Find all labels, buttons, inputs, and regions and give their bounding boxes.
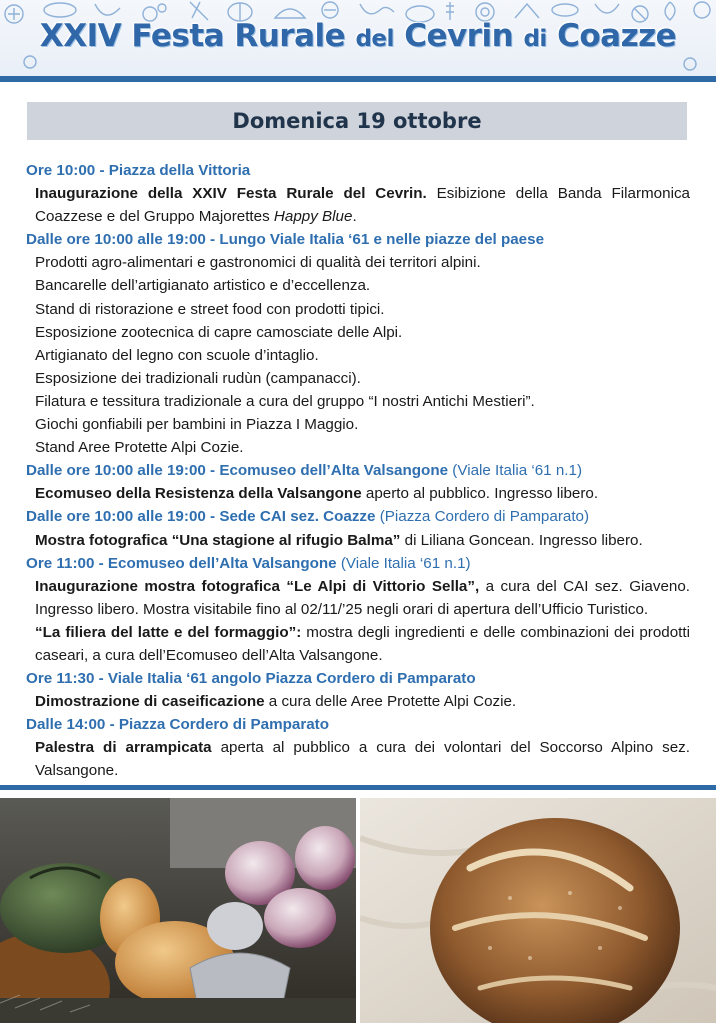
- schedule-entry: [26, 713, 690, 782]
- list-item: Stand Aree Protette Alpi Cozie.: [35, 439, 244, 457]
- festival-title: XXIV Festa Rurale del Cevrin di Coazze: [39, 18, 677, 54]
- entry-heading: Dalle ore 10:00 alle 19:00 - Ecomuseo dell’Alta Valsangone (Viale Italia ‘61 n.1): [26, 462, 583, 480]
- schedule-entry: [26, 552, 690, 667]
- entry-heading: Ore 11:30 - Viale Italia ‘61 angolo Piazza Cordero di Pamparato: [26, 670, 476, 688]
- entry-description: Inaugurazione mostra fotografica “Le Alpi di Vittorio Sella”, a cura del CAI sez. Giaveno. Ingresso libero. Mostra visitabile fino al 02/11/’25 negli orari di apertura dell’Ufficio Turistico.: [35, 577, 690, 618]
- entry-description: Inaugurazione della XXIV Festa Rurale del Cevrin. Esibizione della Banda Filarmonica Coazzese e del Gruppo Majorettes Happy Blue.: [35, 185, 690, 226]
- schedule-entry: [26, 667, 690, 713]
- schedule-entry: [26, 459, 690, 505]
- day-heading: Domenica 19 ottobre: [27, 102, 687, 140]
- schedule-entry: [26, 228, 690, 459]
- footer-divider-band: [0, 785, 716, 790]
- entry-heading: Ore 10:00 - Piazza della Vittoria: [26, 162, 251, 179]
- list-item: Esposizione zootecnica di capre camosciate delle Alpi.: [35, 323, 403, 341]
- entry-heading: Ore 11:00 - Ecomuseo dell’Alta Valsangone (Viale Italia ‘61 n.1): [26, 554, 471, 572]
- vegetables-photo: [0, 798, 356, 1023]
- entry-heading: Dalle 14:00 - Piazza Cordero di Pamparato: [26, 716, 330, 734]
- list-item: Stand di ristorazione e street food con prodotti tipici.: [35, 300, 385, 318]
- photo-strip: [0, 798, 716, 1023]
- entry-description: “La filiera del latte e del formaggio”: mostra degli ingredienti e delle combinazioni dei prodotti caseari, a cura dell’Ecomuseo dell’Alta Valsangone.: [35, 623, 690, 664]
- list-item: Artigianato del legno con scuole d’intaglio.: [35, 346, 319, 364]
- entry-heading: Dalle ore 10:00 alle 19:00 - Sede CAI sez. Coazze (Piazza Cordero di Pamparato): [26, 508, 590, 526]
- schedule: [26, 159, 690, 783]
- entry-description: Palestra di arrampicata aperta al pubblico a cura dei volontari del Soccorso Alpino sez. Valsangone.: [35, 739, 690, 780]
- header-banner: [0, 0, 716, 78]
- list-item: Bancarelle dell’artigianato artistico e d’eccellenza.: [35, 277, 371, 295]
- list-item: Filatura e tessitura tradizionale a cura del gruppo “I nostri Antichi Mestieri”.: [35, 392, 535, 410]
- schedule-entry: [26, 159, 690, 228]
- entry-heading: Dalle ore 10:00 alle 19:00 - Lungo Viale Italia ‘61 e nelle piazze del paese: [26, 231, 545, 249]
- entry-description: Ecomuseo della Resistenza della Valsangone aperto al pubblico. Ingresso libero.: [35, 485, 599, 503]
- list-item: Esposizione dei tradizionali rudùn (campanacci).: [35, 369, 361, 387]
- schedule-entry: [26, 505, 690, 551]
- bread-photo: [360, 798, 716, 1023]
- entry-description: Dimostrazione di caseificazione a cura delle Aree Protette Alpi Cozie.: [35, 693, 517, 711]
- header-divider-band: [0, 76, 716, 82]
- entry-description: Mostra fotografica “Una stagione al rifugio Balma” di Liliana Goncean. Ingresso libero.: [35, 531, 643, 549]
- list-item: Giochi gonfiabili per bambini in Piazza I Maggio.: [35, 416, 359, 434]
- list-item: Prodotti agro-alimentari e gastronomici di qualità dei territori alpini.: [35, 254, 481, 272]
